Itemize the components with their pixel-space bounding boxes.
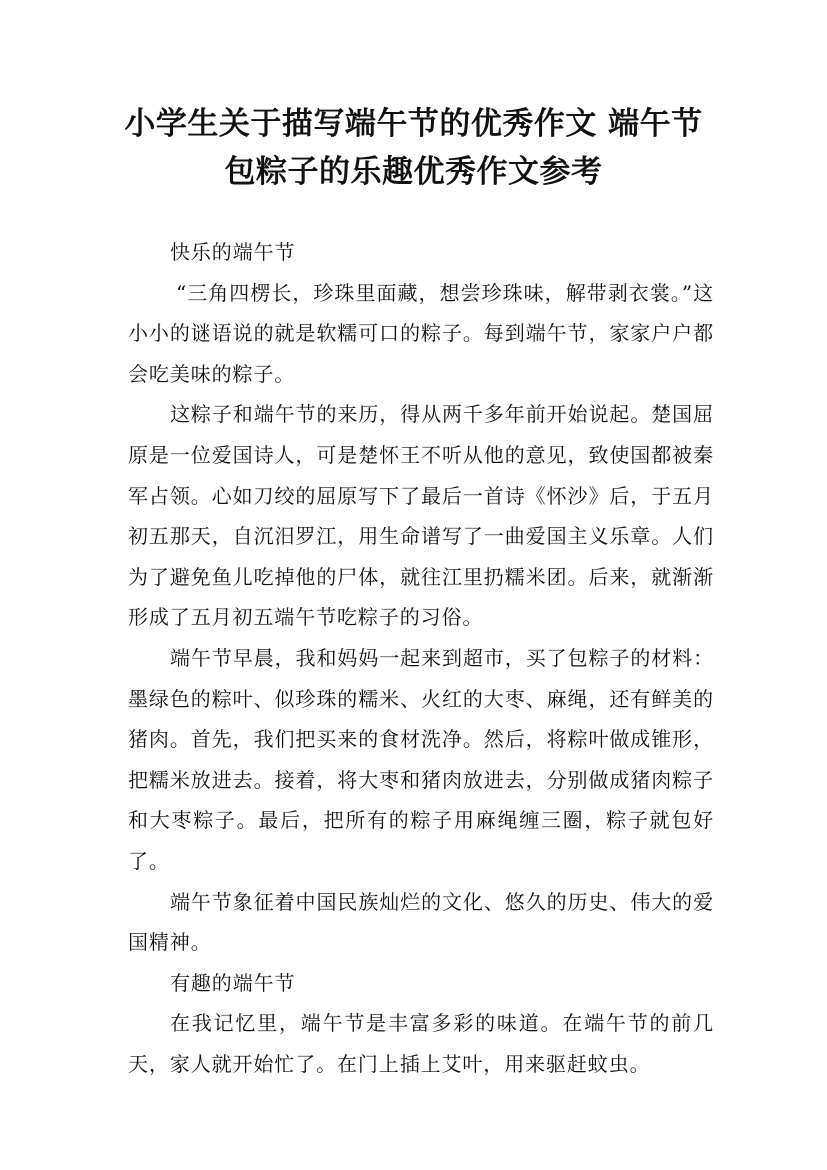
paragraph-riddle: “三角四楞长，珍珠里面藏，想尝珍珠味，解带剥衣裳。”这小小的谜语说的就是软糯可口的粽子。每到端午节，家家户户都会吃美味的粽子。	[128, 280, 714, 386]
document-body	[128, 232, 714, 1084]
document-title	[100, 100, 727, 196]
paragraph-memory: 在我记忆里，端午节是丰富多彩的味道。在端午节的前几天，家人就开始忙了。在门上插上艾叶，用来驱赶蚊虫。	[128, 1011, 714, 1076]
paragraph-origin: 这粽子和端午节的来历，得从两千多年前开始说起。楚国屈原是一位爱国诗人，可是楚怀王不听从他的意见，致使国都被秦军占领。心如刀绞的屈原写下了最后一首诗《怀沙》后，于五月初五那天，自沉汨罗江，用生命谱写了一曲爱国主义乐章。人们为了避免鱼儿吃掉他的尸体，就往江里扔糯米团。后来，就渐渐形成了五月初五端午节吃粽子的习俗。	[128, 402, 714, 630]
paragraph-making-zongzi: 端午节早晨，我和妈妈一起来到超市，买了包粽子的材料：墨绿色的粽叶、似珍珠的糯米、火红的大枣、麻绳，还有鲜美的猪肉。首先，我们把买来的食材洗净。然后，将粽叶做成锥形，把糯米放进去。接着，将大枣和猪肉放进去，分别做成猪肉粽子和大枣粽子。最后，把所有的粽子用麻绳缠三圈，粽子就包好了。	[128, 645, 714, 873]
title-line-2: 包粽子的乐趣优秀作文参考	[224, 154, 603, 190]
paragraph-symbolism: 端午节象征着中国民族灿烂的文化、悠久的历史、伟大的爱国精神。	[128, 889, 714, 955]
section-heading-happy-dragon-boat: 快乐的端午节	[170, 240, 296, 264]
title-line-1: 小学生关于描写端午节的优秀作文 端午节	[124, 106, 703, 142]
section-heading-fun-dragon-boat: 有趣的端午节	[170, 970, 296, 995]
